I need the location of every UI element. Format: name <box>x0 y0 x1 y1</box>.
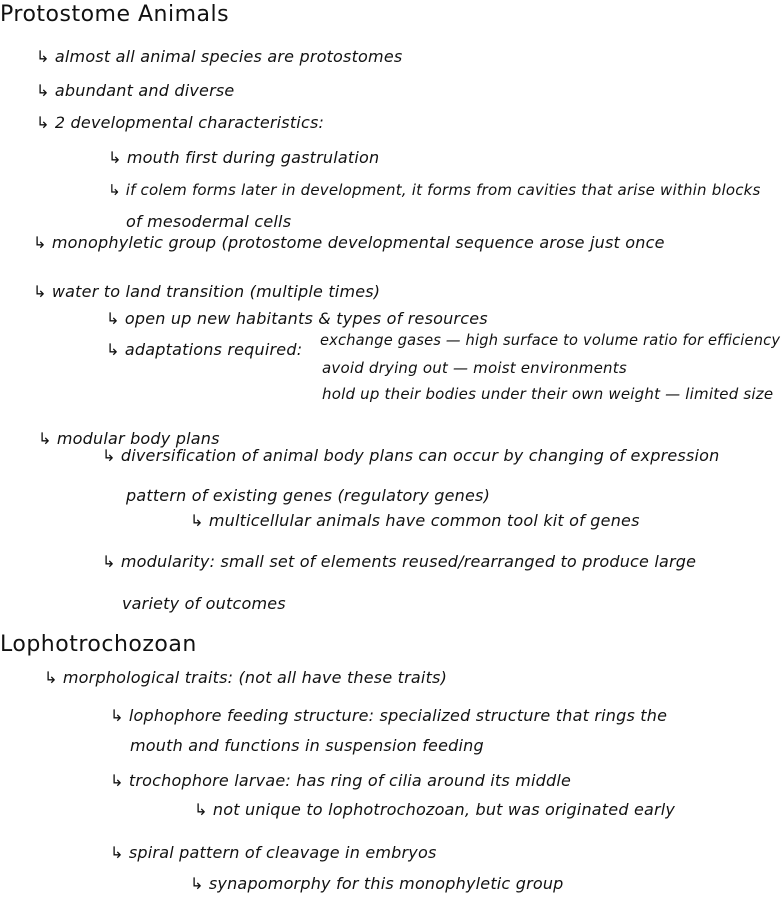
note-subline-continuation: of mesodermal cells <box>126 212 292 231</box>
note-subline: ↳ trochophore larvae: has ring of cilia around its middle <box>110 771 572 790</box>
note-subsubline: ↳ multicellular animals have common tool kit of genes <box>190 511 640 530</box>
note-subline: ↳ if colem forms later in development, it forms from cavities that arise within blocks <box>108 181 761 199</box>
note-subsubline: ↳ synapomorphy for this monophyletic group <box>190 874 564 893</box>
note-subline-continuation: variety of outcomes <box>122 594 286 613</box>
note-subsubline: ↳ not unique to lophotrochozoan, but was originated early <box>194 800 676 819</box>
note-line: ↳ water to land transition (multiple times) <box>33 282 381 301</box>
note-subline: ↳ lophophore feeding structure: specialized structure that rings the <box>110 706 668 725</box>
note-subline-detail: exchange gases — high surface to volume ratio for efficiency <box>320 331 781 349</box>
note-subline: ↳ modularity: small set of elements reused/rearranged to produce large <box>102 552 697 571</box>
heading-protostome-animals: Protostome Animals <box>0 2 230 27</box>
note-subline-detail: avoid drying out — moist environments <box>322 359 627 377</box>
note-line: ↳ morphological traits: (not all have these traits) <box>44 668 448 687</box>
note-line: ↳ monophyletic group (protostome developmental sequence arose just once <box>33 233 665 252</box>
note-subline-continuation: pattern of existing genes (regulatory genes) <box>126 486 491 505</box>
note-subline: ↳ mouth first during gastrulation <box>108 148 380 167</box>
note-line: ↳ modular body plans <box>38 429 220 448</box>
note-subline: ↳ spiral pattern of cleavage in embryos <box>110 843 437 862</box>
note-subline: ↳ adaptations required: <box>106 340 303 359</box>
note-line: ↳ 2 developmental characteristics: <box>36 113 325 132</box>
note-subline-detail: hold up their bodies under their own weight — limited size <box>322 385 774 403</box>
note-subline: ↳ diversification of animal body plans can occur by changing of expression <box>102 446 720 465</box>
note-subline-continuation: mouth and functions in suspension feeding <box>130 736 484 755</box>
note-subline: ↳ open up new habitants & types of resources <box>106 309 488 328</box>
heading-lophotrochozoan: Lophotrochozoan <box>0 632 197 657</box>
note-line: ↳ abundant and diverse <box>36 81 235 100</box>
note-line: ↳ almost all animal species are protostomes <box>36 47 403 66</box>
